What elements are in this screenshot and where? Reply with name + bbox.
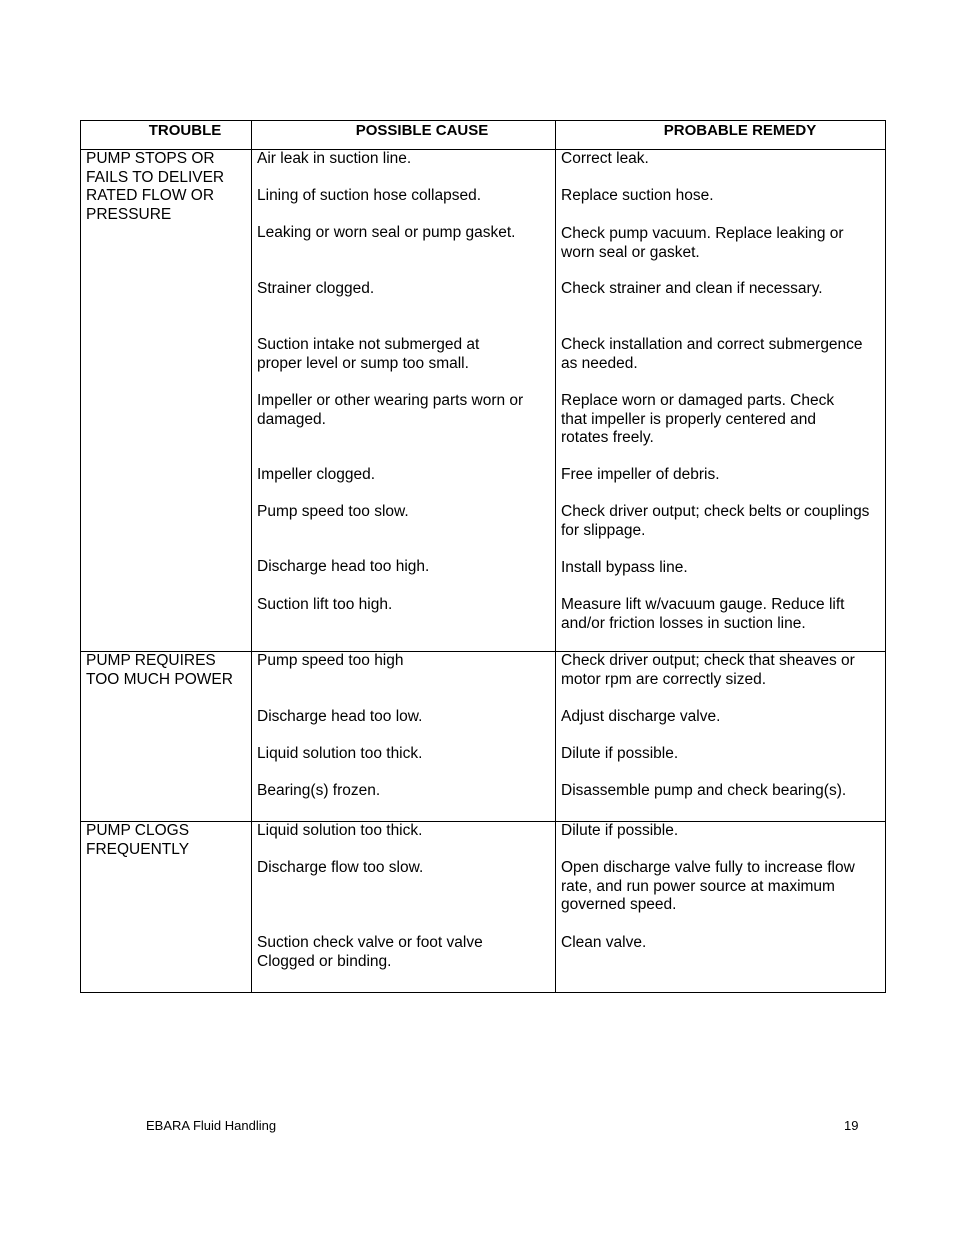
cause-cell: Leaking or worn seal or pump gasket. — [257, 224, 516, 241]
cause-cell: Discharge head too low. — [257, 708, 423, 725]
remedy-cell: Install bypass line. — [561, 559, 688, 576]
header-trouble: TROUBLE — [148, 122, 222, 139]
remedy-cell: Adjust discharge valve. — [561, 708, 721, 725]
cause-cell: Pump speed too high — [257, 652, 404, 669]
cause-cell: Bearing(s) frozen. — [257, 782, 381, 799]
remedy-cell: Check strainer and clean if necessary. — [561, 280, 823, 297]
cause-cell: Strainer clogged. — [257, 280, 375, 297]
cause-cell: Air leak in suction line. — [257, 150, 412, 167]
remedy-cell: Replace suction hose. — [561, 187, 714, 204]
trouble-label: PUMP STOPS OR FAILS TO DELIVER RATED FLOW OR PRESSURE — [86, 150, 225, 223]
header-possible-cause: POSSIBLE CAUSE — [355, 122, 489, 139]
cause-cell: Lining of suction hose collapsed. — [257, 187, 482, 204]
remedy-cell: Check installation and correct submergence as needed. — [561, 336, 863, 372]
trouble-label: PUMP REQUIRES TOO MUCH POWER — [86, 652, 233, 688]
column-divider — [555, 121, 556, 992]
trouble-label: PUMP CLOGS FREQUENTLY — [86, 822, 190, 858]
remedy-cell: Correct leak. — [561, 150, 649, 167]
remedy-cell: Check pump vacuum. Replace leaking or worn seal or gasket. — [561, 225, 844, 261]
column-divider — [251, 121, 252, 992]
cause-cell: Impeller or other wearing parts worn or damaged. — [257, 392, 524, 428]
cause-cell: Suction lift too high. — [257, 596, 393, 613]
remedy-cell: Dilute if possible. — [561, 822, 679, 839]
troubleshooting-table — [80, 120, 886, 993]
section-divider — [81, 821, 885, 822]
remedy-cell: Clean valve. — [561, 934, 647, 951]
remedy-cell: Free impeller of debris. — [561, 466, 720, 483]
cause-cell: Suction check valve or foot valve Clogged or binding. — [257, 934, 483, 970]
cause-cell: Impeller clogged. — [257, 466, 376, 483]
cause-cell: Discharge flow too slow. — [257, 859, 424, 876]
cause-cell: Liquid solution too thick. — [257, 745, 423, 762]
remedy-cell: Disassemble pump and check bearing(s). — [561, 782, 847, 799]
footer-company: EBARA Fluid Handling — [146, 1118, 277, 1133]
cause-cell: Discharge head too high. — [257, 558, 430, 575]
cause-cell: Pump speed too slow. — [257, 503, 409, 520]
remedy-cell: Replace worn or damaged parts. Check that impeller is properly centered and rotates freely. — [561, 392, 835, 446]
remedy-cell: Dilute if possible. — [561, 745, 679, 762]
page-number: 19 — [844, 1118, 859, 1133]
remedy-cell: Measure lift w/vacuum gauge. Reduce lift and/or friction losses in suction line. — [561, 596, 845, 632]
remedy-cell: Check driver output; check that sheaves or motor rpm are correctly sized. — [561, 652, 855, 688]
cause-cell: Liquid solution too thick. — [257, 822, 423, 839]
remedy-cell: Open discharge valve fully to increase flow rate, and run power source at maximum governed speed. — [561, 859, 855, 913]
header-probable-remedy: PROBABLE REMEDY — [663, 122, 817, 139]
remedy-cell: Check driver output; check belts or couplings for slippage. — [561, 503, 870, 539]
cause-cell: Suction intake not submerged at proper level or sump too small. — [257, 336, 480, 372]
